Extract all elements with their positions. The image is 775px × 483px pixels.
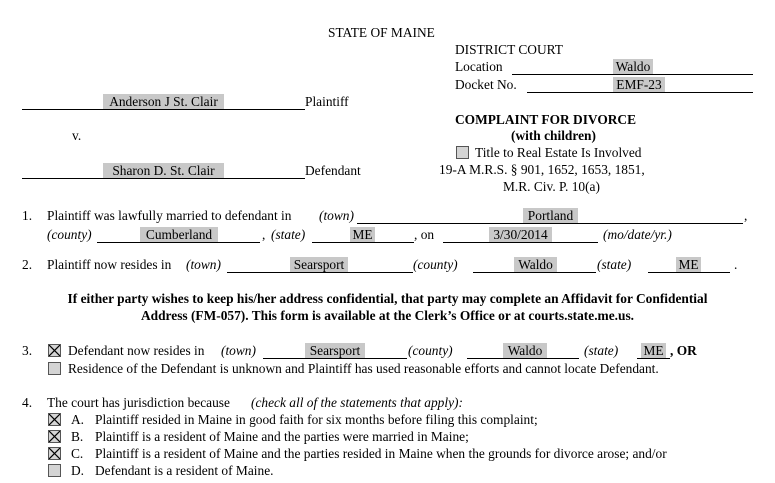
- item1-date-label: (mo/date/yr.): [603, 227, 672, 242]
- item3-county-label: (county): [408, 343, 453, 358]
- item2-text: Plaintiff now resides in: [47, 257, 172, 272]
- item3-county-field[interactable]: Waldo: [503, 343, 547, 358]
- real-estate-label: Title to Real Estate Is Involved: [475, 145, 642, 160]
- item4-opt-d-text: Defendant is a resident of Maine.: [95, 463, 274, 478]
- item4-instruction: (check all of the statements that apply):: [251, 395, 463, 410]
- item4-opt-a-text: Plaintiff resided in Maine in good faith for six months before filing this complaint;: [95, 412, 538, 427]
- item4-opt-b-checkbox[interactable]: [48, 430, 61, 443]
- item2-end: .: [734, 257, 738, 272]
- item1-county-field[interactable]: Cumberland: [140, 227, 218, 242]
- item3-opt2-checkbox[interactable]: [48, 362, 61, 375]
- court-heading: DISTRICT COURT: [455, 42, 563, 57]
- item3-opt2-text: Residence of the Defendant is unknown and Plaintiff has used reasonable efforts and cannot locate Defendant.: [68, 361, 659, 376]
- confidential-notice-line2: Address (FM-057). This form is available at the Clerk’s Office or at courts.state.me.us.: [140, 308, 635, 323]
- location-field[interactable]: Waldo: [613, 59, 653, 74]
- real-estate-checkbox[interactable]: [456, 146, 469, 159]
- item2-number: 2.: [22, 257, 33, 272]
- defendant-label: Defendant: [305, 163, 361, 178]
- item4-opt-c-letter: C.: [71, 446, 84, 461]
- item4-text: The court has jurisdiction because: [47, 395, 230, 410]
- item3-state-label: (state): [584, 343, 619, 358]
- item1-town-label: (town): [319, 208, 354, 223]
- item2-state-label: (state): [597, 257, 632, 272]
- item1-state-label: (state): [271, 227, 306, 242]
- docket-field[interactable]: EMF-23: [613, 77, 665, 92]
- item3-town-field[interactable]: Searsport: [305, 343, 365, 358]
- item1-text: Plaintiff was lawfully married to defendant in: [47, 208, 292, 223]
- item3-number: 3.: [22, 343, 33, 358]
- location-label: Location: [455, 59, 503, 74]
- item2-county-field[interactable]: Waldo: [514, 257, 557, 272]
- item1-number: 1.: [22, 208, 33, 223]
- item4-opt-a-checkbox[interactable]: [48, 413, 61, 426]
- item4-opt-c-text: Plaintiff is a resident of Maine and the parties resided in Maine when the grounds for divorce arose; and/or: [95, 446, 667, 461]
- item4-opt-b-text: Plaintiff is a resident of Maine and the parties were married in Maine;: [95, 429, 469, 444]
- item1-date-field[interactable]: 3/30/2014: [489, 227, 552, 242]
- complaint-title: COMPLAINT FOR DIVORCE: [455, 112, 637, 127]
- item3-or-text: , OR: [670, 343, 697, 358]
- item1-town-field[interactable]: Portland: [523, 208, 578, 223]
- checkmark-x-icon: [49, 345, 60, 356]
- item3-opt1-text: Defendant now resides in: [68, 343, 205, 358]
- plaintiff-label: Plaintiff: [305, 94, 349, 109]
- item4-opt-d-checkbox[interactable]: [48, 464, 61, 477]
- docket-label: Docket No.: [455, 77, 517, 92]
- defendant-name-field[interactable]: Sharon D. St. Clair: [103, 163, 224, 178]
- item1-on-text: , on: [414, 227, 435, 242]
- checkmark-x-icon: [49, 414, 60, 425]
- item1-state-sep: ,: [262, 227, 266, 242]
- item2-town-label: (town): [186, 257, 221, 272]
- checkmark-x-icon: [49, 431, 60, 442]
- confidential-notice-line1: If either party wishes to keep his/her address confidential, that party may complete an Affidavit for Confidential: [67, 291, 708, 306]
- item1-state-field[interactable]: ME: [350, 227, 375, 242]
- plaintiff-name-field[interactable]: Anderson J St. Clair: [103, 94, 224, 109]
- item1-comma: ,: [744, 208, 748, 223]
- item4-number: 4.: [22, 395, 33, 410]
- versus-text: v.: [72, 128, 82, 143]
- item2-state-field[interactable]: ME: [676, 257, 701, 272]
- item1-county-label: (county): [47, 227, 92, 242]
- state-heading: STATE OF MAINE: [328, 25, 435, 40]
- item4-opt-d-letter: D.: [71, 463, 85, 478]
- item3-state-field[interactable]: ME: [641, 343, 666, 358]
- rule-text: M.R. Civ. P. 10(a): [503, 179, 600, 194]
- item4-opt-b-letter: B.: [71, 429, 84, 444]
- checkmark-x-icon: [49, 448, 60, 459]
- complaint-subtitle: (with children): [511, 128, 596, 143]
- item2-county-label: (county): [413, 257, 458, 272]
- item4-opt-c-checkbox[interactable]: [48, 447, 61, 460]
- item4-opt-a-letter: A.: [71, 412, 85, 427]
- item3-opt1-checkbox[interactable]: [48, 344, 61, 357]
- statute-text: 19-A M.R.S. § 901, 1652, 1653, 1851,: [439, 162, 645, 177]
- item3-town-label: (town): [221, 343, 256, 358]
- item2-town-field[interactable]: Searsport: [290, 257, 348, 272]
